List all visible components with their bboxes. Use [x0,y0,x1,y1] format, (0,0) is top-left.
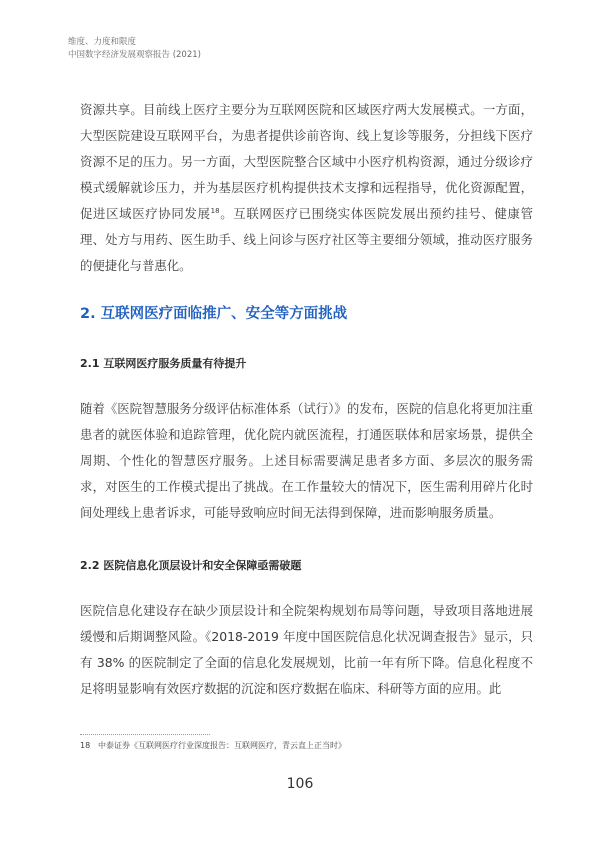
paragraph-service-quality: 随着《医院智慧服务分级评估标准体系（试行）》的发布，医院的信息化将更加注重患者的就医体验和追踪管理，优化院内就医流程，打通医联体和居家场景，提供全周期、个性化的智慧医疗服务。上述目标需要满足患者多方面、多层次的服务需求，对医生的工作模式提出了挑战。在工作量较大的情况下，医生需利用碎片化时间处理线上患者诉求，可能导致响应时间无法得到保障，进而影响服务质量。 [80,401,533,520]
running-header [68,36,201,62]
paragraph-intro [80,97,533,279]
subsection-heading-2-2: 2.2 医院信息化顶层设计和安全保障亟需破题 [80,559,302,572]
paragraph-intro-text: 资源共享。目前线上医疗主要分为互联网医院和区域医疗两大发展模式。一方面，大型医院建设互联网平台，为患者提供诊前咨询、线上复诊等服务，分担线下医疗资源不足的压力。另一方面，大型医院整合区域中小医疗机构资源，通过分级诊疗模式缓解就诊压力，并为基层医疗机构提供技术支撑和远程指导，优化资源配置，促进区域医疗协同发展 [80,102,533,221]
paragraph-informatization: 医院信息化建设存在缺少顶层设计和全院架构规划布局等问题，导致项目落地进展缓慢和后期调整风险。《2018-2019 年度中国医院信息化状况调查报告》显示，只有 38% 的医院制定了全面的信息化发展规划，比前一年有所下降。信息化程度不足将明显影响有效医疗数据的沉淀和医疗数据在临床、科研等方面的应用。此 [80,603,533,696]
header-subtitle: 中国数字经济发展观察报告 (2021) [68,50,201,60]
subsection-heading-2-1: 2.1 互联网医疗服务质量有待提升 [80,357,247,370]
paragraph-intro-text-cont: 。互联网医疗已围绕实体医院发展出预约挂号、健康管理、处方与用药、医生助手、线上问诊与医疗社区等主要细分领域，推动医疗服务的便捷化与普惠化。 [80,206,534,273]
page-number: 106 [286,776,314,792]
header-title: 维度、力度和限度 [68,37,137,47]
footnote-reference[interactable]: 18 [210,206,220,215]
section-heading: 2. 互联网医疗面临推广、安全等方面挑战 [80,306,348,322]
footnote-text: 中泰证券《互联网医疗行业深度报告：互联网医疗，青云直上正当时》 [98,741,346,750]
footnote [80,740,346,751]
footnote-divider [80,734,210,735]
footnote-number: 18 [80,741,91,750]
